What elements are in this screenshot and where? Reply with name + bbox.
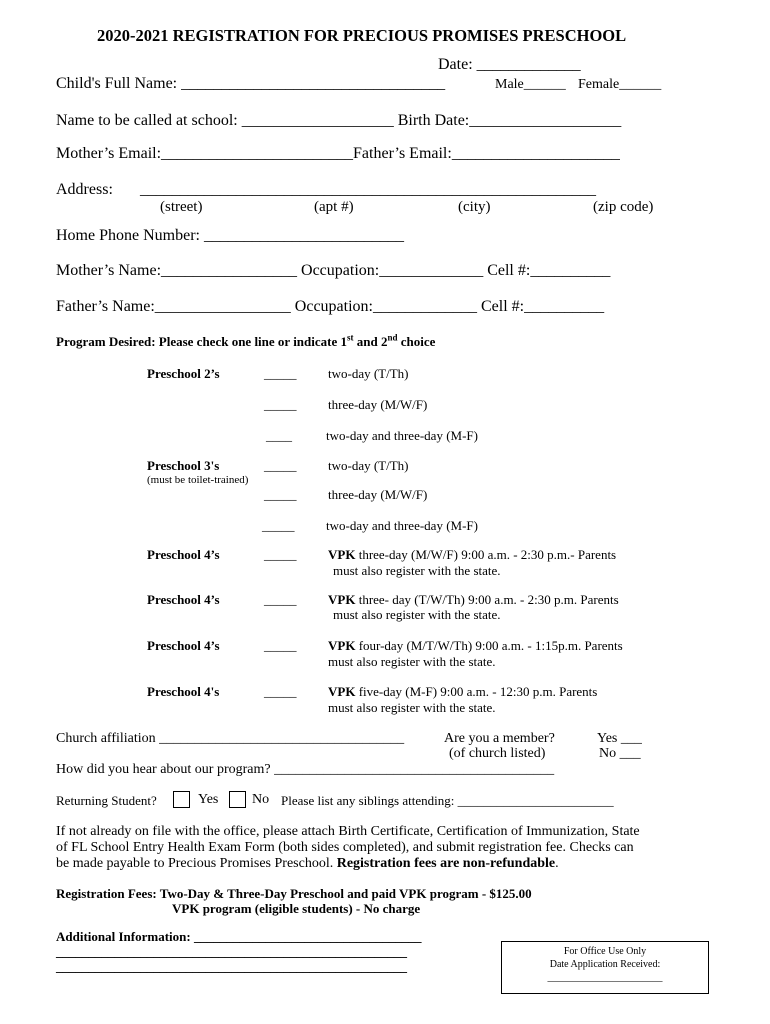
additional-info-line-2[interactable]: ______________________________________________________ — [56, 944, 407, 959]
child-name-field[interactable]: Child's Full Name: _________________________________ — [56, 75, 446, 92]
female-field[interactable]: Female______ — [578, 77, 662, 92]
member-question: Are you a member? — [444, 731, 555, 746]
vpk-4-label: Preschool 4's — [147, 684, 220, 699]
church-affiliation-field[interactable]: Church affiliation ___________________________________ — [56, 731, 405, 746]
vpk-1-note: must also register with the state. — [333, 563, 501, 578]
male-field[interactable]: Male______ — [495, 77, 566, 92]
p2-option-3-blank[interactable]: ____ — [266, 428, 292, 443]
vpk-3-note: must also register with the state. — [328, 654, 496, 669]
vpk-1-option: VPK three-day (M/W/F) 9:00 a.m. - 2:30 p.m.- Parents — [328, 547, 617, 562]
how-did-you-hear-field[interactable]: How did you hear about our program? ________________________________________ — [56, 762, 555, 777]
page-title: 2020-2021 REGISTRATION FOR PRECIOUS PROMISES PRESCHOOL — [97, 26, 627, 45]
p3-option-2: three-day (M/W/F) — [328, 487, 428, 502]
office-use-title: For Office Use Only — [563, 946, 647, 957]
home-phone-field[interactable]: Home Phone Number: _________________________ — [56, 227, 404, 244]
returning-yes-checkbox[interactable] — [173, 791, 190, 808]
fees-line-1: Registration Fees: Two-Day & Three-Day Preschool and paid VPK program - $125.00 — [56, 886, 532, 901]
p2-option-1-blank[interactable]: _____ — [264, 366, 297, 381]
returning-no-checkbox[interactable] — [229, 791, 246, 808]
vpk-3-blank[interactable]: _____ — [264, 638, 297, 653]
vpk-2-label: Preschool 4’s — [147, 592, 220, 607]
toilet-trained-note: (must be toilet-trained) — [147, 474, 249, 486]
additional-info-line-3[interactable]: ______________________________________________________ — [56, 959, 407, 974]
apt-caption: (apt #) — [314, 199, 354, 215]
name-birthdate-fields[interactable]: Name to be called at school: ___________________ Birth Date:___________________ — [56, 112, 622, 129]
p2-option-2: three-day (M/W/F) — [328, 397, 428, 412]
vpk-1-label: Preschool 4’s — [147, 547, 220, 562]
address-field[interactable]: _________________________________________________________ — [140, 181, 596, 198]
city-caption: (city) — [458, 199, 491, 215]
returning-student-label: Returning Student? — [56, 793, 157, 808]
email-fields[interactable]: Mother’s Email:________________________Father’s Email:_____________________ — [56, 145, 620, 162]
p2-option-1: two-day (T/Th) — [328, 366, 409, 381]
instructions-line-3: be made payable to Precious Promises Preschool. Registration fees are non-refundable. — [56, 856, 559, 871]
vpk-3-label: Preschool 4’s — [147, 638, 220, 653]
preschool-2s-label: Preschool 2’s — [147, 366, 220, 381]
p3-option-3-blank[interactable]: _____ — [262, 518, 295, 533]
p2-option-3: two-day and three-day (M-F) — [326, 428, 478, 443]
vpk-4-option: VPK five-day (M-F) 9:00 a.m. - 12:30 p.m. Parents — [328, 684, 598, 699]
p3-option-2-blank[interactable]: _____ — [264, 487, 297, 502]
vpk-1-blank[interactable]: _____ — [264, 547, 297, 562]
preschool-3s-label: Preschool 3's — [147, 458, 220, 473]
father-info-fields[interactable]: Father’s Name:_________________ Occupation:_____________ Cell #:__________ — [56, 298, 605, 315]
vpk-2-option: VPK three- day (T/W/Th) 9:00 a.m. - 2:30 p.m. Parents — [328, 592, 619, 607]
p3-option-3: two-day and three-day (M-F) — [326, 518, 478, 533]
returning-yes-label: Yes — [198, 792, 219, 807]
returning-no-label: No — [252, 792, 270, 807]
zip-caption: (zip code) — [593, 199, 654, 215]
vpk-2-blank[interactable]: _____ — [264, 592, 297, 607]
member-yes-field[interactable]: Yes ___ — [597, 731, 642, 746]
siblings-field[interactable]: Please list any siblings attending: ________________________ — [281, 793, 614, 808]
address-label: Address: — [56, 181, 113, 198]
office-use-box — [501, 941, 709, 994]
vpk-4-blank[interactable]: _____ — [264, 684, 297, 699]
date-field[interactable]: Date: _____________ — [438, 56, 581, 73]
p3-option-1-blank[interactable]: _____ — [264, 458, 297, 473]
church-listed-note: (of church listed) — [449, 746, 546, 761]
office-date-field: _______________________ — [547, 972, 663, 983]
vpk-4-note: must also register with the state. — [328, 700, 496, 715]
vpk-2-note: must also register with the state. — [333, 607, 501, 622]
fees-line-2: VPK program (eligible students) - No charge — [172, 901, 421, 916]
vpk-3-option: VPK four-day (M/T/W/Th) 9:00 a.m. - 1:15p.m. Parents — [328, 638, 623, 653]
instructions-line-2: of FL School Entry Health Exam Form (both sides completed), and submit registration fee. Checks can — [56, 840, 634, 855]
office-date-label: Date Application Received: — [549, 959, 661, 970]
instructions-line-1: If not already on file with the office, please attach Birth Certificate, Certification of Immunization, State — [56, 824, 640, 839]
program-heading: Program Desired: Please check one line or indicate 1st and 2nd choice — [56, 332, 436, 349]
p3-option-1: two-day (T/Th) — [328, 458, 409, 473]
mother-info-fields[interactable]: Mother’s Name:_________________ Occupation:_____________ Cell #:__________ — [56, 262, 611, 279]
street-caption: (street) — [160, 199, 203, 215]
p2-option-2-blank[interactable]: _____ — [264, 397, 297, 412]
member-no-field[interactable]: No ___ — [599, 746, 641, 761]
additional-info-field[interactable]: Additional Information: ___________________________________ — [56, 929, 422, 944]
